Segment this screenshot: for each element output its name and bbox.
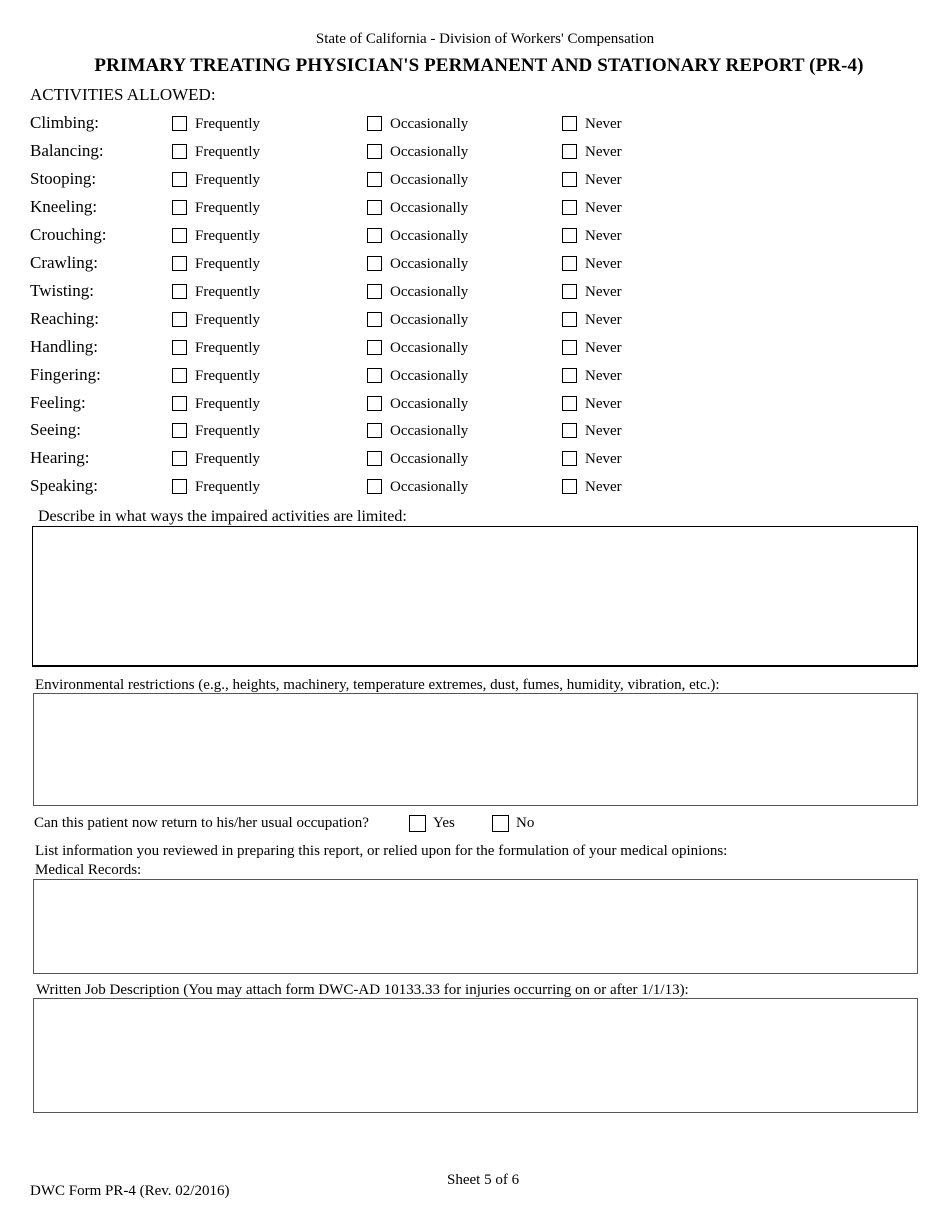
activity-row: [30, 113, 930, 141]
frequently-label: Frequently: [195, 339, 260, 356]
agency-name: State of California - Division of Workers' Compensation: [315, 31, 655, 47]
activity-row: [30, 281, 930, 309]
medical-records-textarea[interactable]: [33, 879, 918, 974]
never-checkbox[interactable]: [562, 479, 577, 494]
occasionally-label: Occasionally: [390, 423, 469, 440]
activity-name: Fingering:: [30, 364, 101, 384]
limitations-label: Describe in what ways the impaired activities are limited:: [38, 508, 407, 525]
frequently-label: Frequently: [195, 367, 260, 384]
medical-records-label: Medical Records:: [35, 862, 142, 878]
sheet-number: Sheet 5 of 6: [447, 1172, 520, 1188]
never-checkbox[interactable]: [562, 451, 577, 466]
frequently-checkbox[interactable]: [172, 312, 187, 327]
occasionally-label: Occasionally: [390, 479, 469, 496]
activity-row: [30, 365, 930, 393]
return-to-work-question: Can this patient now return to his/her usual occupation?: [34, 815, 369, 831]
frequently-checkbox[interactable]: [172, 228, 187, 243]
activity-name: Balancing:: [30, 140, 104, 160]
occasionally-label: Occasionally: [390, 311, 469, 328]
environmental-label: Environmental restrictions (e.g., heights, machinery, temperature extremes, dust, fumes, humidity, vibration, etc.):: [35, 677, 720, 693]
frequently-checkbox[interactable]: [172, 368, 187, 383]
frequently-checkbox[interactable]: [172, 256, 187, 271]
never-checkbox[interactable]: [562, 116, 577, 131]
occasionally-label: Occasionally: [390, 171, 469, 188]
activity-name: Crawling:: [30, 252, 98, 272]
limitations-textarea[interactable]: [32, 526, 918, 667]
occasionally-checkbox[interactable]: [367, 423, 382, 438]
frequently-label: Frequently: [195, 451, 260, 468]
never-label: Never: [585, 143, 622, 160]
frequently-checkbox[interactable]: [172, 479, 187, 494]
frequently-label: Frequently: [195, 171, 260, 188]
never-checkbox[interactable]: [562, 200, 577, 215]
frequently-label: Frequently: [195, 479, 260, 496]
never-checkbox[interactable]: [562, 368, 577, 383]
occasionally-checkbox[interactable]: [367, 312, 382, 327]
never-checkbox[interactable]: [562, 144, 577, 159]
never-label: Never: [585, 227, 622, 244]
frequently-checkbox[interactable]: [172, 423, 187, 438]
never-label: Never: [585, 451, 622, 468]
never-label: Never: [585, 283, 622, 300]
job-description-label: Written Job Description (You may attach form DWC-AD 10133.33 for injuries occurring on or after 1/1/13):: [36, 982, 689, 998]
no-label: No: [516, 815, 535, 831]
activity-name: Stooping:: [30, 168, 97, 188]
occasionally-label: Occasionally: [390, 451, 469, 468]
never-label: Never: [585, 255, 622, 272]
occasionally-label: Occasionally: [390, 227, 469, 244]
frequently-label: Frequently: [195, 199, 260, 216]
frequently-checkbox[interactable]: [172, 172, 187, 187]
never-checkbox[interactable]: [562, 172, 577, 187]
occasionally-label: Occasionally: [390, 395, 469, 412]
frequently-checkbox[interactable]: [172, 451, 187, 466]
never-checkbox[interactable]: [562, 256, 577, 271]
occasionally-label: Occasionally: [390, 116, 469, 132]
activities-section-label: ACTIVITIES ALLOWED:: [30, 85, 216, 104]
occasionally-label: Occasionally: [390, 367, 469, 384]
activity-row: [30, 253, 930, 281]
occasionally-checkbox[interactable]: [367, 172, 382, 187]
frequently-label: Frequently: [195, 423, 260, 440]
occasionally-checkbox[interactable]: [367, 284, 382, 299]
never-checkbox[interactable]: [562, 396, 577, 411]
frequently-checkbox[interactable]: [172, 200, 187, 215]
never-checkbox[interactable]: [562, 284, 577, 299]
frequently-checkbox[interactable]: [172, 144, 187, 159]
activity-name: Twisting:: [30, 280, 94, 300]
no-checkbox[interactable]: [492, 815, 509, 832]
activity-row: [30, 141, 930, 169]
activity-row: [30, 225, 930, 253]
occasionally-label: Occasionally: [390, 339, 469, 356]
activity-name: Handling:: [30, 336, 98, 356]
yes-label: Yes: [433, 815, 455, 831]
occasionally-checkbox[interactable]: [367, 200, 382, 215]
environmental-textarea[interactable]: [33, 693, 918, 806]
never-checkbox[interactable]: [562, 423, 577, 438]
occasionally-checkbox[interactable]: [367, 368, 382, 383]
activity-row: [30, 476, 930, 504]
activity-name: Climbing:: [30, 113, 99, 132]
frequently-label: Frequently: [195, 395, 260, 412]
activity-row: [30, 337, 930, 365]
activity-row: [30, 420, 930, 448]
frequently-checkbox[interactable]: [172, 116, 187, 131]
activity-name: Reaching:: [30, 308, 99, 328]
occasionally-checkbox[interactable]: [367, 451, 382, 466]
frequently-checkbox[interactable]: [172, 396, 187, 411]
occasionally-checkbox[interactable]: [367, 256, 382, 271]
yes-checkbox[interactable]: [409, 815, 426, 832]
never-label: Never: [585, 116, 622, 132]
never-label: Never: [585, 367, 622, 384]
job-description-textarea[interactable]: [33, 998, 918, 1113]
never-label: Never: [585, 311, 622, 328]
never-label: Never: [585, 479, 622, 496]
frequently-label: Frequently: [195, 283, 260, 300]
frequently-checkbox[interactable]: [172, 340, 187, 355]
frequently-label: Frequently: [195, 143, 260, 160]
occasionally-checkbox[interactable]: [367, 396, 382, 411]
never-checkbox[interactable]: [562, 312, 577, 327]
activity-row: [30, 309, 930, 337]
activity-name: Seeing:: [30, 420, 81, 440]
occasionally-label: Occasionally: [390, 199, 469, 216]
occasionally-label: Occasionally: [390, 143, 469, 160]
form-id: DWC Form PR-4 (Rev. 02/2016): [30, 1183, 230, 1199]
occasionally-checkbox[interactable]: [367, 228, 382, 243]
activity-name: Crouching:: [30, 224, 107, 244]
activity-row: [30, 169, 930, 197]
frequently-checkbox[interactable]: [172, 284, 187, 299]
occasionally-label: Occasionally: [390, 283, 469, 300]
activity-name: Hearing:: [30, 448, 90, 468]
frequently-label: Frequently: [195, 311, 260, 328]
activity-row: [30, 393, 930, 421]
activity-name: Kneeling:: [30, 196, 98, 216]
never-label: Never: [585, 423, 622, 440]
never-label: Never: [585, 395, 622, 412]
activity-row: [30, 448, 930, 476]
occasionally-checkbox[interactable]: [367, 116, 382, 131]
frequently-label: Frequently: [195, 255, 260, 272]
frequently-label: Frequently: [195, 227, 260, 244]
never-label: Never: [585, 339, 622, 356]
never-label: Never: [585, 171, 622, 188]
occasionally-label: Occasionally: [390, 255, 469, 272]
never-checkbox[interactable]: [562, 228, 577, 243]
never-label: Never: [585, 199, 622, 216]
occasionally-checkbox[interactable]: [367, 479, 382, 494]
reviewed-info-instruction: List information you reviewed in preparing this report, or relied upon for the formulation of your medical opinions:: [35, 843, 728, 859]
page-title: PRIMARY TREATING PHYSICIAN'S PERMANENT AND STATIONARY REPORT (PR-4): [94, 55, 864, 76]
never-checkbox[interactable]: [562, 340, 577, 355]
occasionally-checkbox[interactable]: [367, 340, 382, 355]
occasionally-checkbox[interactable]: [367, 144, 382, 159]
activity-row: [30, 197, 930, 225]
activity-name: Feeling:: [30, 392, 86, 412]
frequently-label: Frequently: [195, 116, 260, 132]
activity-name: Speaking:: [30, 476, 98, 496]
